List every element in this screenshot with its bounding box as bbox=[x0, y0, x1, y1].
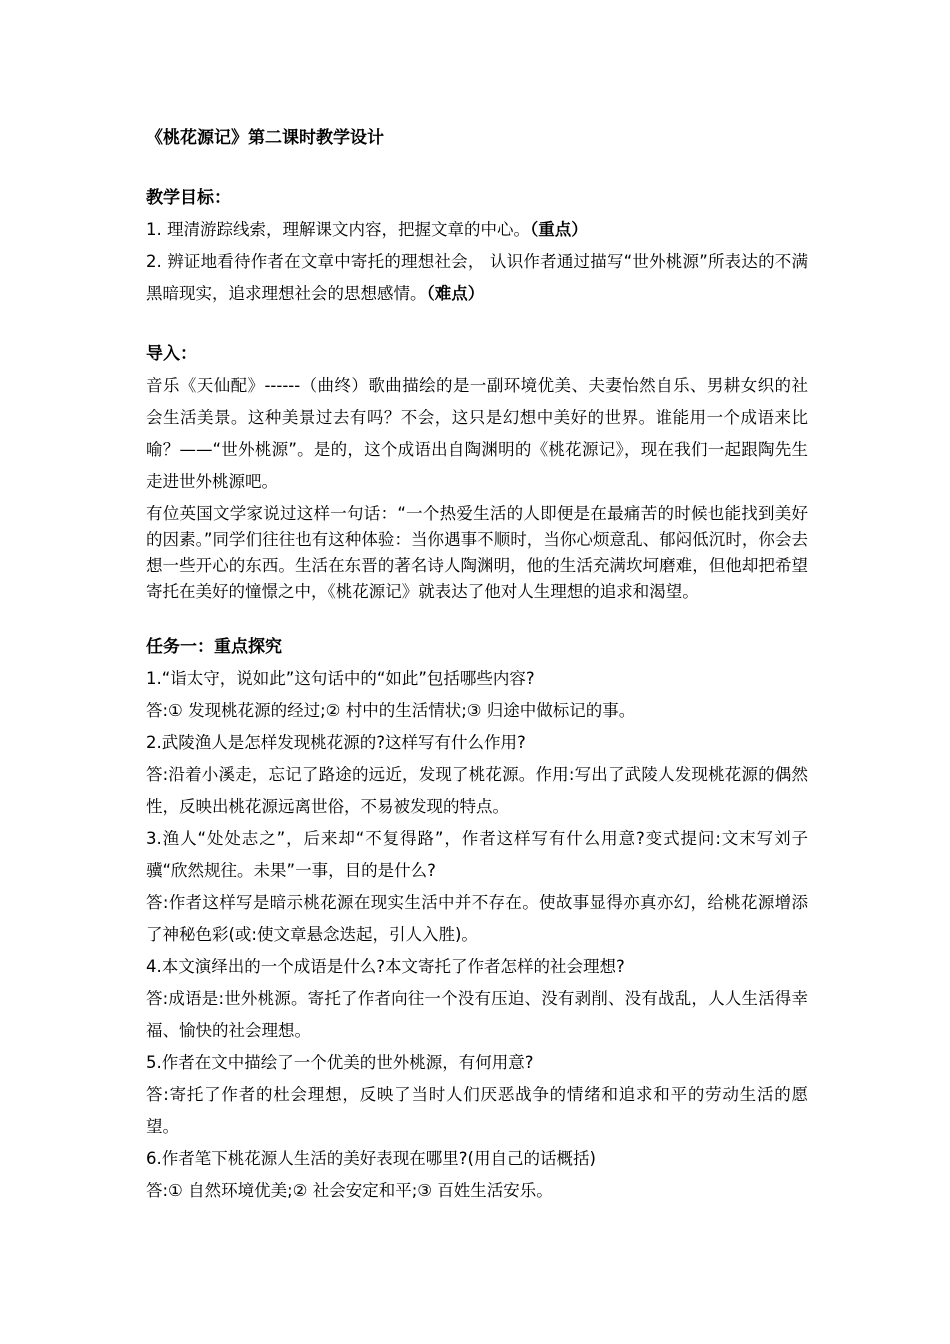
task1-question-2: 2.武陵渔人是怎样发现桃花源的?这样写有什么作用? bbox=[146, 733, 526, 752]
section-spacer bbox=[146, 310, 808, 338]
task1-answer-6: 答:① 自然环境优美;② 社会安定和平;③ 百姓生活安乐。 bbox=[146, 1181, 553, 1200]
section-spacer bbox=[146, 605, 808, 631]
task1-answer-2: 答:沿着小溪走，忘记了路途的远近，发现了桃花源。作用:写出了武陵人发现桃花源的偶然性，反映出桃花源远离世俗，不易被发现的特点。 bbox=[146, 765, 808, 816]
task1-heading: 任务一：重点探究 bbox=[146, 637, 282, 657]
task1-question-5: 5.作者在文中描绘了一个优美的世外桃源，有何用意? bbox=[146, 1053, 534, 1072]
task1-question-4: 4.本文演绎出的一个成语是什么?本文寄托了作者怎样的社会理想? bbox=[146, 957, 625, 976]
document-body bbox=[146, 122, 808, 1207]
document-title: 《桃花源记》第二课时教学设计 bbox=[146, 128, 384, 148]
objective-item-2-text: 2. 辨证地看待作者在文章中寄托的理想社会， 认识作者通过描写“世外桃源”所表达的不满黑暗现实，追求理想社会的思想感情。 bbox=[146, 252, 808, 303]
objective-item-1 bbox=[146, 214, 808, 246]
objective-item-2-tag: （难点） bbox=[426, 284, 485, 303]
task1-answer-5: 答:寄托了作者的杜会理想，反映了当时人们厌恶战争的情绪和追求和平的劳动生活的愿望。 bbox=[146, 1085, 808, 1136]
intro-paragraph-2: 有位英国文学家说过这样一句话：“一个热爱生活的人即便是在最痛苦的时候也能找到美好的因素。”同学们往往也有这种体验：当你遇事不顺时，当你心烦意乱、郁闷低沉时，你会去想一些开心的东西。生活在东晋的著名诗人陶渊明，他的生活充满坎坷磨难，但他却把希望寄托在美好的憧憬之中，《桃花源记》就表达了他对人生理想的追求和渴望。 bbox=[146, 504, 808, 601]
task1-question-6: 6.作者笔下桃花源人生活的美好表现在哪里?(用自己的话概括) bbox=[146, 1149, 596, 1168]
intro-paragraph-1: 音乐《天仙配》------（曲终）歌曲描绘的是一副环境优美、夫妻怡然自乐、男耕女织的社会生活美景。这种美景过去有吗？不会，这只是幻想中美好的世界。谁能用一个成语来比喻？——“世外桃源”。是的，这个成语出自陶渊明的《桃花源记》，现在我们一起跟陶先生走进世外桃源吧。 bbox=[146, 376, 808, 491]
objective-item-2 bbox=[146, 246, 808, 310]
task1-answer-1: 答:① 发现桃花源的经过;② 村中的生活情状;③ 归途中做标记的事。 bbox=[146, 701, 636, 720]
task1-question-1: 1.“诣太守，说如此”这句话中的“如此”包括哪些内容? bbox=[146, 669, 535, 688]
objective-item-1-text: 1. 理清游踪线索，理解课文内容，把握文章的中心。 bbox=[146, 220, 530, 239]
task1-answer-3: 答:作者这样写是暗示桃花源在现实生活中并不存在。使故事显得亦真亦幻，给桃花源增添了神秘色彩(或:使文章悬念迭起，引人入胜)。 bbox=[146, 893, 808, 944]
task1-answer-4: 答:成语是:世外桃源。寄托了作者向往一个没有压迫、没有剥削、没有战乱，人人生活得幸福、愉快的社会理想。 bbox=[146, 989, 808, 1040]
intro-heading: 导入： bbox=[146, 344, 197, 364]
objectives-heading: 教学目标： bbox=[146, 188, 231, 208]
task1-question-3: 3.渔人“处处志之”，后来却“不复得路”，作者这样写有什么用意?变式提问:文末写刘子骥“欣然规往。未果”一事，目的是什么? bbox=[146, 829, 808, 880]
objective-item-1-tag: （重点） bbox=[530, 220, 588, 239]
